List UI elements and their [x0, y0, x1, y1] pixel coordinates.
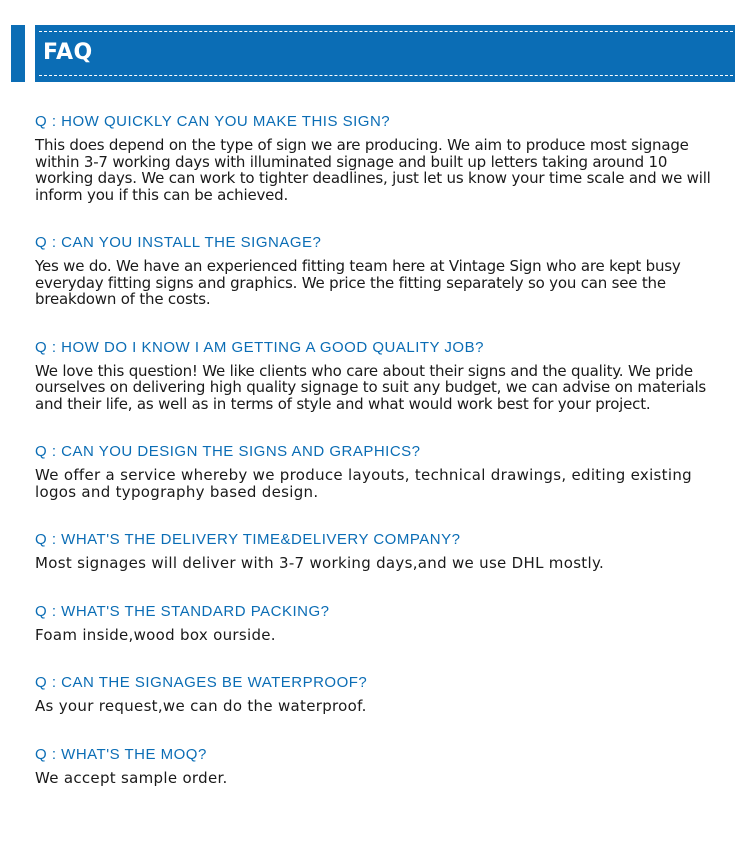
faq-answer: Yes we do. We have an experienced fitting team here at Vintage Sign who are kept busy everyday fitting signs and graphics. We price the fitting separately so you can see the breakdown of the costs. — [35, 257, 681, 308]
header-banner — [35, 25, 735, 82]
faq-answer: We offer a service whereby we produce layouts, technical drawings, editing existing logos and typography based design. — [35, 466, 692, 501]
faq-answer: As your request,we can do the waterproof. — [35, 697, 367, 715]
faq-question: Q : CAN YOU DESIGN THE SIGNS AND GRAPHICS? — [35, 443, 421, 460]
faq-item — [35, 530, 725, 572]
faq-item — [35, 602, 725, 644]
faq-question: Q : CAN THE SIGNAGES BE WATERPROOF? — [35, 674, 368, 691]
faq-question: Q : WHAT'S THE MOQ? — [35, 745, 207, 763]
banner-dashed-line-top — [39, 31, 733, 32]
page-title: FAQ — [43, 40, 93, 65]
faq-answer: Most signages will deliver with 3-7 working days,and we use DHL mostly. — [35, 554, 605, 572]
faq-question: Q : CAN YOU INSTALL THE SIGNAGE? — [35, 234, 322, 251]
faq-answer: Foam inside,wood box ourside. — [35, 625, 276, 644]
faq-item — [35, 673, 725, 715]
faq-list — [35, 112, 725, 816]
faq-answer: We love this question! We like clients who care about their signs and the quality. We pride ourselves on delivering high quality signage to suit any budget, we can advise on materials and their life, as well as in terms of style and what would work best for your project. — [35, 361, 707, 413]
faq-item — [35, 338, 725, 413]
faq-question: Q : HOW DO I KNOW I AM GETTING A GOOD QUALITY JOB? — [35, 338, 484, 356]
faq-item — [35, 112, 725, 203]
faq-item — [35, 233, 725, 308]
faq-answer: We accept sample order. — [35, 768, 228, 787]
faq-question: Q : WHAT'S THE STANDARD PACKING? — [35, 602, 330, 620]
banner-dashed-line-bottom — [39, 75, 733, 76]
faq-header — [0, 25, 735, 82]
faq-question: Q : HOW QUICKLY CAN YOU MAKE THIS SIGN? — [35, 113, 391, 130]
faq-answer: This does depend on the type of sign we are producing. We aim to produce most signage within 3-7 working days with illuminated signage and built up letters taking around 10 working days. We can work to tighter deadlines, just let us know your time scale and we will inform you if this can be achieved. — [35, 136, 711, 204]
header-accent-bar — [11, 25, 25, 82]
faq-item — [35, 442, 725, 500]
faq-question: Q : WHAT'S THE DELIVERY TIME&DELIVERY COMPANY? — [35, 531, 461, 548]
faq-item — [35, 745, 725, 787]
